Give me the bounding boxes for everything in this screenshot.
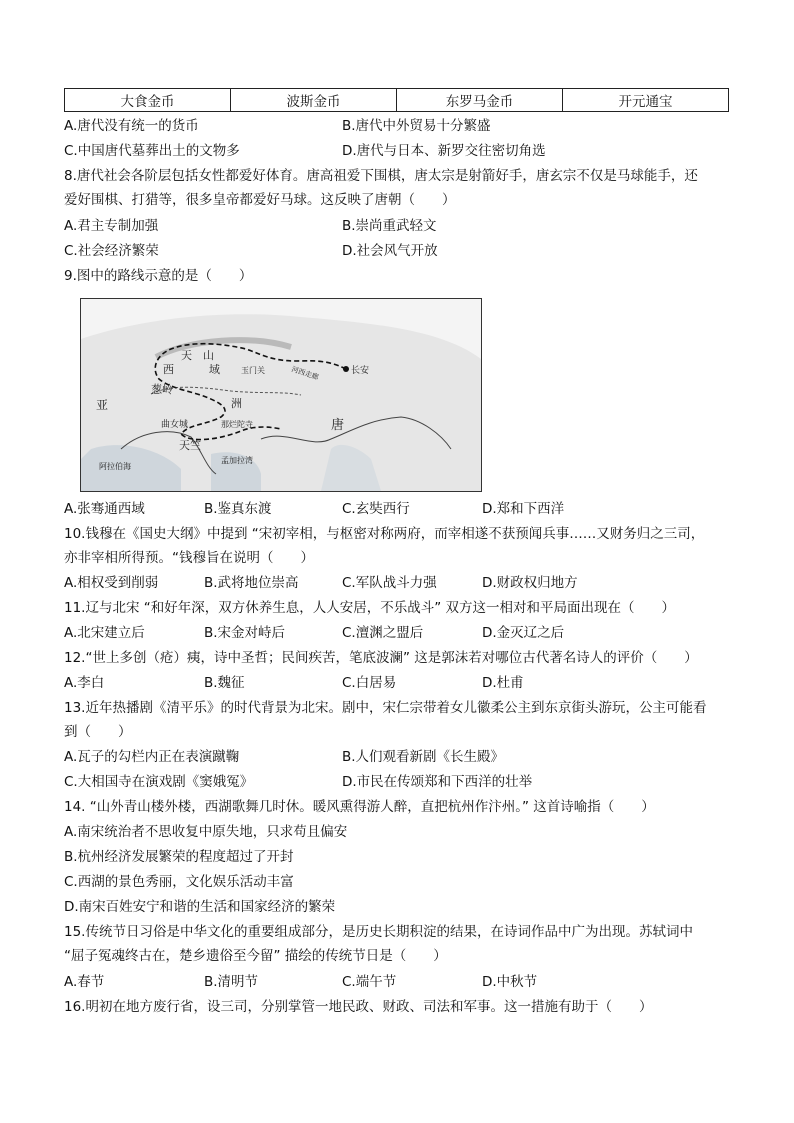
- q9-option-a: A.张骞通西域: [64, 501, 145, 517]
- q8-option-c: C.社会经济繁荣: [64, 243, 159, 259]
- q13-option-c: C.大相国寺在演戏剧《窦娥冤》: [64, 774, 254, 790]
- map-label-congling: 葱岭: [151, 383, 173, 396]
- q15-option-b: B.清明节: [204, 974, 259, 990]
- q10-option-a: A.相权受到削弱: [64, 575, 159, 591]
- table-cell: 开元通宝: [563, 89, 729, 112]
- q7-option-a: A.唐代没有统一的货币: [64, 118, 199, 134]
- q8-option-a: A.君主专制加强: [64, 218, 159, 234]
- q12-option-b: B.魏征: [204, 675, 245, 691]
- map-label-alabo: 阿拉伯海: [99, 462, 131, 471]
- q12-stem: 12.“世上多创（疮）痍，诗中圣哲；民间疾苦，笔底波澜” 这是郭沫若对哪位古代著名诗人的评价（ ）: [64, 650, 698, 666]
- map-label-xi: 西: [163, 363, 174, 376]
- q9-option-c: C.玄奘西行: [342, 501, 410, 517]
- q8-stem-line2: 爱好围棋、打猎等，很多皇帝都爱好马球。这反映了唐朝（ ）: [64, 192, 456, 208]
- q11-option-b: B.宋金对峙后: [204, 625, 286, 641]
- q14-option-a: A.南宋统治者不思收复中原失地，只求苟且偏安: [64, 824, 348, 840]
- q11-option-c: C.澶渊之盟后: [342, 625, 424, 641]
- q10-option-c: C.军队战斗力强: [342, 575, 437, 591]
- map-label-hexi: 河西走廊: [290, 365, 320, 382]
- q8-stem-line1: 8.唐代社会各阶层包括女性都爱好体育。唐高祖爱下围棋，唐太宗是射箭好手，唐玄宗不仅是马球能手，还: [64, 168, 698, 184]
- q9-option-d: D.郑和下西洋: [482, 501, 565, 517]
- table-row: [65, 89, 729, 112]
- q14-option-c: C.西湖的景色秀丽，文化娱乐活动丰富: [64, 874, 294, 890]
- q11-option-a: A.北宋建立后: [64, 625, 145, 641]
- q7-option-d: D.唐代与日本、新罗交往密切角选: [342, 143, 546, 159]
- q9-stem: 9.图中的路线示意的是（ ）: [64, 268, 253, 284]
- q9-option-b: B.鉴真东渡: [204, 501, 272, 517]
- q12-option-c: C.白居易: [342, 675, 397, 691]
- map-label-yu: 域: [209, 363, 220, 376]
- q12-option-d: D.杜甫: [482, 675, 524, 691]
- q15-option-a: A.春节: [64, 974, 105, 990]
- q13-option-a: A.瓦子的勾栏内正在表演蹴鞠: [64, 749, 240, 765]
- coins-table: [64, 88, 729, 112]
- q16-stem: 16.明初在地方废行省，设三司，分别掌管一地民政、财政、司法和军事。这一措施有助于（ ）: [64, 999, 653, 1015]
- q8-option-b: B.崇尚重武轻文: [342, 218, 437, 234]
- q7-option-c: C.中国唐代墓葬出土的文物多: [64, 143, 240, 159]
- q10-stem-line2: 亦非宰相所得预。“钱穆旨在说明（ ）: [64, 550, 314, 566]
- q12-option-a: A.李白: [64, 675, 105, 691]
- q10-option-b: B.武将地位崇高: [204, 575, 299, 591]
- route-map-svg: [81, 299, 481, 491]
- q15-option-d: D.中秋节: [482, 974, 538, 990]
- map-label-ya: 亚: [96, 398, 109, 412]
- map-label-yumenguan: 玉门关: [241, 366, 265, 375]
- map-label-tianshan: 天 山: [181, 349, 214, 362]
- table-cell: 东罗马金币: [397, 89, 563, 112]
- q13-stem-line2: 到（ ）: [64, 724, 132, 740]
- q7-option-b: B.唐代中外贸易十分繁盛: [342, 118, 491, 134]
- map-label-tang: 唐: [331, 418, 345, 433]
- route-map: [80, 298, 482, 492]
- q15-option-c: C.端午节: [342, 974, 397, 990]
- map-label-natuo: 那烂陀寺: [221, 420, 253, 429]
- q10-option-d: D.财政权归地方: [482, 575, 578, 591]
- q15-stem-line2: “屈子冤魂终古在，楚乡遗俗至今留” 描绘的传统节日是（ ）: [64, 948, 447, 964]
- table-cell: 大食金币: [65, 89, 231, 112]
- changan-marker: [343, 366, 349, 372]
- q15-stem-line1: 15.传统节日习俗是中华文化的重要组成部分，是历史长期积淀的结果，在诗词作品中广为出现。苏轼词中: [64, 924, 693, 940]
- q13-option-d: D.市民在传颂郑和下西洋的壮举: [342, 774, 533, 790]
- map-label-tianzhu: 天竺: [179, 439, 201, 452]
- q10-stem-line1: 10.钱穆在《国史大纲》中提到 “宋初宰相，与枢密对称两府，而宰相遂不获预闻兵事……又财务归之三司，: [64, 526, 705, 542]
- map-label-zhou: 洲: [231, 397, 242, 410]
- q14-stem: 14. “山外青山楼外楼，西湖歌舞几时休。暖风熏得游人醉，直把杭州作汴州。” 这首诗喻指（ ）: [64, 799, 655, 815]
- map-label-qunv: 曲女城: [161, 420, 189, 430]
- q14-option-b: B.杭州经济发展繁荣的程度超过了开封: [64, 849, 294, 865]
- q14-option-d: D.南宋百姓安宁和谐的生活和国家经济的繁荣: [64, 899, 336, 915]
- q13-option-b: B.人们观看新剧《长生殿》: [342, 749, 505, 765]
- map-label-menjiala: 孟加拉湾: [221, 456, 253, 465]
- q13-stem-line1: 13.近年热播剧《清平乐》的时代背景为北宋。剧中，宋仁宗带着女儿徽柔公主到东京街头游玩，公主可能看: [64, 700, 707, 716]
- map-label-changan: 长安: [351, 366, 370, 376]
- q8-option-d: D.社会风气开放: [342, 243, 438, 259]
- table-cell: 波斯金币: [231, 89, 397, 112]
- q11-stem: 11.辽与北宋 “和好年深，双方休养生息，人人安居，不乐战斗” 双方这一相对和平局面出现在（ ）: [64, 600, 676, 616]
- q11-option-d: D.金灭辽之后: [482, 625, 565, 641]
